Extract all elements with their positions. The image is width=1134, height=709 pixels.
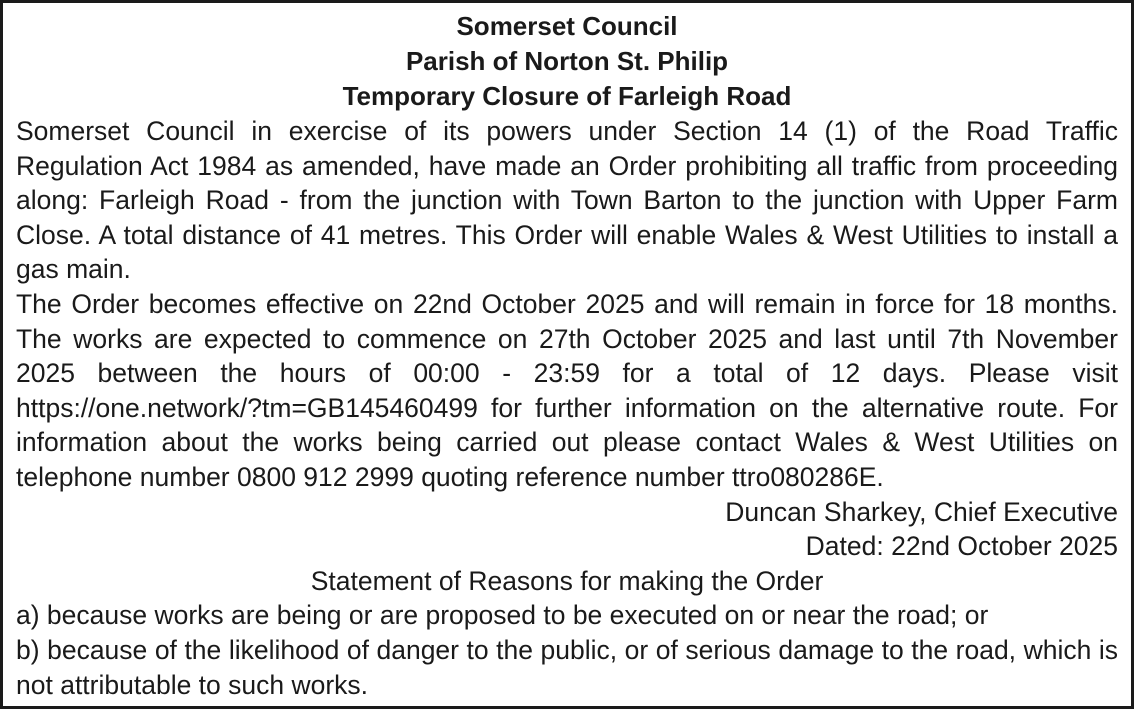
order-paragraph: Somerset Council in exercise of its powers under Section 14 (1) of the Road Traffic Regulation Act 1984 as amended, have made an Order prohibiting all traffic from proceeding along: Farleigh Road - from the junction with Town Barton to the junction with Upper Farm Close. A total distance of 41 metres. This Order will enable Wales & West Utilities to install a gas main.: [16, 116, 1118, 285]
notice-title-parish: Parish of Norton St. Philip: [405, 46, 729, 76]
reasons-heading: Statement of Reasons for making the Order: [310, 565, 824, 596]
signatory: Duncan Sharkey, Chief Executive: [725, 496, 1118, 527]
reason-a: a) because works are being or are proposed to be executed on or near the road; or: [16, 600, 989, 631]
reason-b: b) because of the likelihood of danger to the public, or of serious damage to the road, which is not attributable to such works.: [16, 634, 1118, 700]
notice-title-council: Somerset Council: [456, 11, 678, 41]
effective-paragraph: The Order becomes effective on 22nd October 2025 and will remain in force for 18 months. The works are expected to commence on 27th October 2025 and last until 7th November 2025 between the hours of 00:00 - 23:59 for a total of 12 days. Please visit https://one.network/?tm=GB145460499 for further information on the alternative route. For information about the works being carried out please contact Wales & West Utilities on telephone number 0800 912 2999 quoting reference number ttro080286E.: [16, 288, 1118, 492]
notice-title-closure: Temporary Closure of Farleigh Road: [342, 81, 792, 111]
dated-line: Dated: 22nd October 2025: [805, 531, 1118, 562]
